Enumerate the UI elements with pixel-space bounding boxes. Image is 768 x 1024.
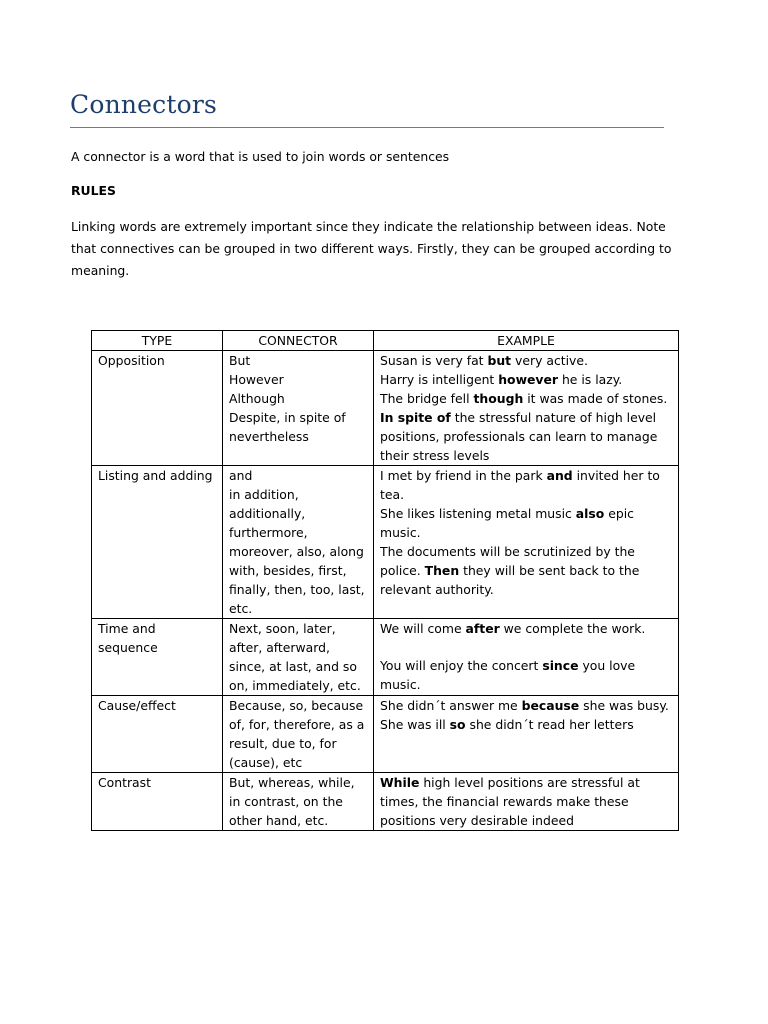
connector-line: But xyxy=(229,353,251,368)
page-title: Connectors xyxy=(70,90,218,119)
example-text: he is lazy. xyxy=(558,372,623,387)
header-type: TYPE xyxy=(92,331,223,351)
cell-type: Contrast xyxy=(92,773,223,831)
example-sentence xyxy=(380,370,673,389)
example-text: she didn´t read her letters xyxy=(465,717,634,732)
connector-highlight: after xyxy=(465,621,500,636)
table-row xyxy=(92,351,679,466)
example-sentence xyxy=(380,351,673,370)
example-text: it was made of stones. xyxy=(523,391,668,406)
example-text: very active. xyxy=(511,353,588,368)
table-row xyxy=(92,696,679,773)
cell-example xyxy=(374,351,679,466)
cell-connector xyxy=(223,696,374,773)
example-sentence xyxy=(380,466,673,504)
cell-example xyxy=(374,773,679,831)
example-spacer xyxy=(380,638,673,656)
connector-highlight: so xyxy=(449,717,466,732)
example-text: Susan is very fat xyxy=(380,353,488,368)
connector-line: But, whereas, while, in contrast, on the other hand, etc. xyxy=(229,775,355,828)
connector-highlight: Then xyxy=(424,563,460,578)
cell-type: Cause/effect xyxy=(92,696,223,773)
example-text: The bridge fell xyxy=(380,391,474,406)
cell-example xyxy=(374,466,679,619)
intro-text: A connector is a word that is used to join words or sentences xyxy=(71,149,450,164)
example-text: She likes listening metal music xyxy=(380,506,576,521)
table-body xyxy=(92,351,679,831)
connector-highlight: since xyxy=(542,658,579,673)
rules-heading: RULES xyxy=(71,183,116,198)
cell-type: Time and sequence xyxy=(92,619,223,696)
connector-highlight: While xyxy=(380,775,420,790)
cell-example xyxy=(374,619,679,696)
example-text: The documents will be scrutinized by the police. xyxy=(380,544,635,578)
example-sentence xyxy=(380,696,673,715)
example-text: I met by friend in the park xyxy=(380,468,547,483)
cell-connector xyxy=(223,773,374,831)
connector-highlight: though xyxy=(473,391,524,406)
cell-connector xyxy=(223,619,374,696)
table-header-row xyxy=(92,331,679,351)
connector-line: nevertheless xyxy=(229,429,309,444)
connector-line: However xyxy=(229,372,284,387)
connector-highlight: In spite of xyxy=(380,410,451,425)
example-sentence xyxy=(380,389,673,408)
example-text: we complete the work. xyxy=(499,621,646,636)
example-text: epic music. xyxy=(380,506,634,540)
connector-line: Because, so, because of, for, therefore, as a result, due to, for (cause), etc xyxy=(229,698,365,770)
rules-paragraph: Linking words are extremely important since they indicate the relationship between ideas. Note that connectives can be grouped in two different ways. Firstly, they can be grouped according to meaning. xyxy=(71,219,672,278)
example-text: She was ill xyxy=(380,717,450,732)
example-text: the stressful nature of high level positions, professionals can learn to manage their stress levels xyxy=(380,410,658,463)
example-text: Harry is intelligent xyxy=(380,372,499,387)
example-sentence xyxy=(380,408,673,465)
cell-example xyxy=(374,696,679,773)
example-sentence xyxy=(380,504,673,542)
cell-type: Opposition xyxy=(92,351,223,466)
example-sentence xyxy=(380,773,673,830)
connector-line: in addition, additionally, furthermore, moreover, also, along with, besides, first, finally, then, too, last, etc. xyxy=(229,487,365,616)
cell-connector xyxy=(223,466,374,619)
connector-highlight: but xyxy=(487,353,512,368)
table-row xyxy=(92,619,679,696)
cell-type: Listing and adding xyxy=(92,466,223,619)
connectors-table xyxy=(91,330,679,831)
example-text: invited her to tea. xyxy=(380,468,660,502)
header-connector: CONNECTOR xyxy=(223,331,374,351)
example-text: they will be sent back to the relevant authority. xyxy=(380,563,640,597)
example-sentence xyxy=(380,542,673,599)
connector-line: Despite, in spite of xyxy=(229,410,346,425)
example-text: high level positions are stressful at times, the financial rewards make these positions very desirable indeed xyxy=(380,775,640,828)
connector-highlight: however xyxy=(498,372,559,387)
example-sentence xyxy=(380,619,673,638)
example-sentence xyxy=(380,715,673,734)
example-text: You will enjoy the concert xyxy=(380,658,543,673)
table-row xyxy=(92,466,679,619)
example-text: she was busy. xyxy=(579,698,669,713)
connector-highlight: because xyxy=(521,698,580,713)
cell-connector xyxy=(223,351,374,466)
connector-line: Although xyxy=(229,391,285,406)
title-underline xyxy=(70,127,664,128)
example-text: you love music. xyxy=(380,658,636,692)
example-sentence xyxy=(380,656,673,694)
connector-highlight: and xyxy=(546,468,573,483)
connector-line: and xyxy=(229,468,253,483)
example-text: We will come xyxy=(380,621,466,636)
header-example: EXAMPLE xyxy=(374,331,679,351)
example-text: She didn´t answer me xyxy=(380,698,522,713)
connector-highlight: also xyxy=(575,506,605,521)
table-row xyxy=(92,773,679,831)
connector-line: Next, soon, later, after, afterward, since, at last, and so on, immediately, etc. xyxy=(229,621,361,693)
